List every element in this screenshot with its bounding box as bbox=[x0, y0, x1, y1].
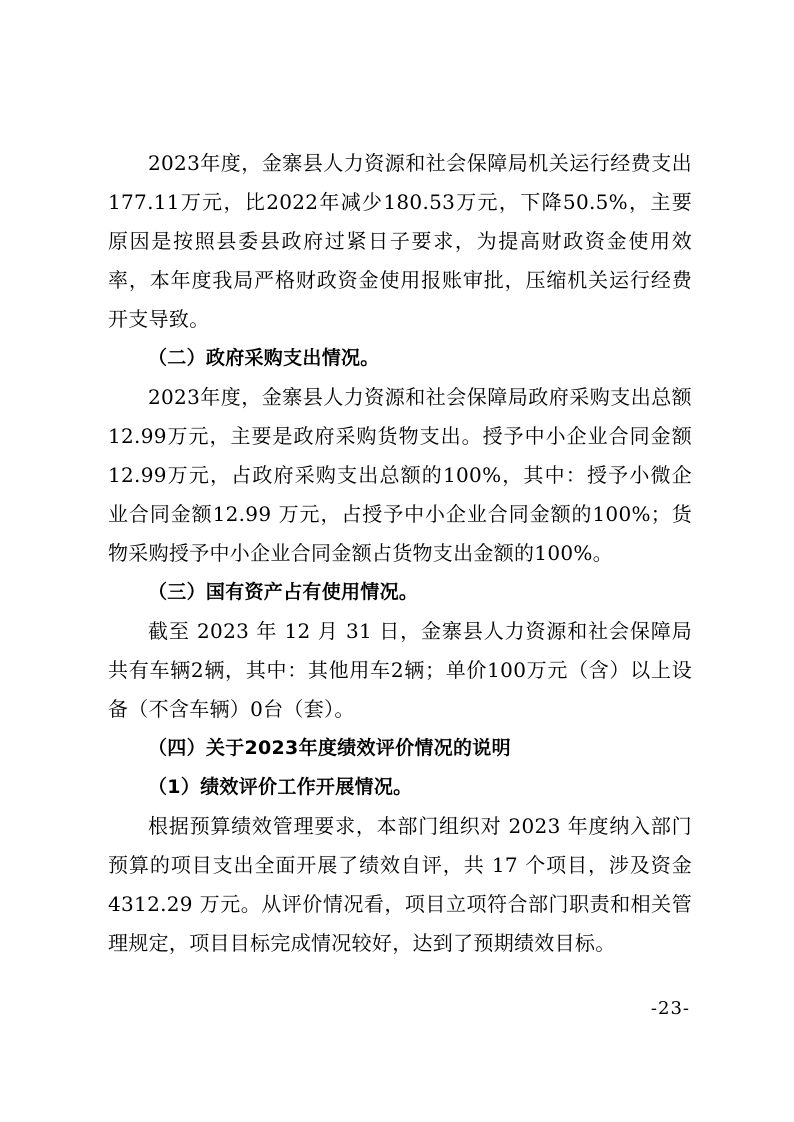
subheading-evaluation-work: （1）绩效评价工作开展情况。 bbox=[148, 776, 413, 798]
paragraph-state-assets: 截至 2023 年 12 月 31 日，金寨县人力资源和社会保障局共有车辆2辆，其中：其他用车2辆；单价100万元（含）以上设备（不含车辆）0台（套）。 bbox=[108, 619, 692, 721]
paragraph-government-procurement: 2023年度，金寨县人力资源和社会保障局政府采购支出总额12.99万元，主要是政府采购货物支出。授予中小企业合同金额12.99万元，占政府采购支出总额的100%，其中：授予小微企业合同金额12.99 万元，占授予中小企业合同金额的100%；货物采购授予中小企业合同金额占货物支出金额的100%。 bbox=[108, 385, 692, 565]
paragraph-operating-expenses: 2023年度，金寨县人力资源和社会保障局机关运行经费支出177.11万元，比2022年减少180.53万元，下降50.5%，主要原因是按照县委县政府过紧日子要求，为提高财政资金使用效率，本年度我局严格财政资金使用报账审批，压缩机关运行经费开支导致。 bbox=[108, 151, 692, 331]
heading-state-assets: （三）国有资产占有使用情况。 bbox=[148, 581, 419, 603]
paragraph-evaluation-work: 根据预算绩效管理要求，本部门组织对 2023 年度纳入部门预算的项目支出全面开展了绩效自评，共 17 个项目，涉及资金4312.29 万元。从评价情况看，项目立项符合部门职责和相关管理规定，项目目标完成情况较好，达到了预期绩效目标。 bbox=[108, 814, 692, 955]
heading-government-procurement: （二）政府采购支出情况。 bbox=[148, 347, 380, 369]
heading-performance-evaluation: （四）关于2023年度绩效评价情况的说明 bbox=[148, 737, 511, 759]
page-number: -23- bbox=[650, 998, 690, 1019]
document-body bbox=[108, 144, 692, 963]
